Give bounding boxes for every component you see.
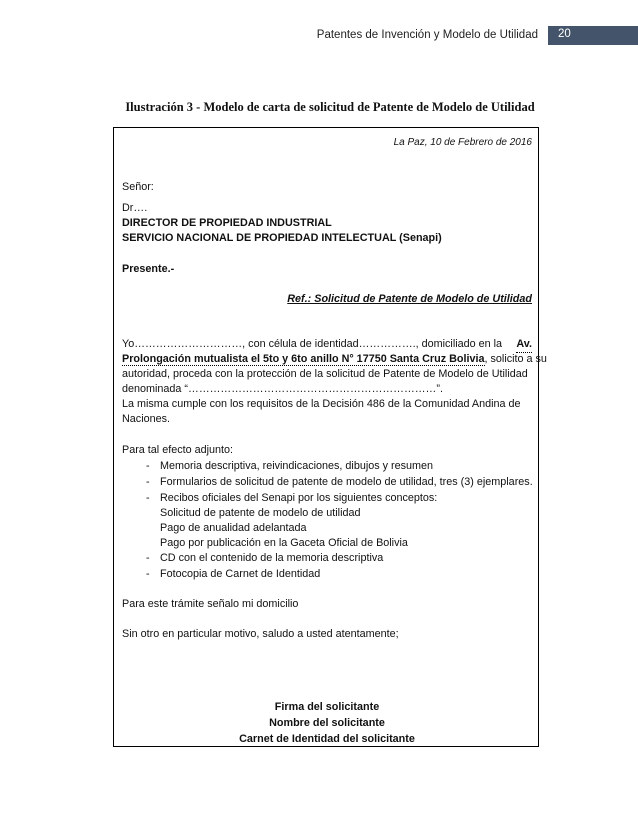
- attachment-item: CD con el contenido de la memoria descriptiva: [160, 552, 384, 564]
- body2-line-2: Naciones.: [122, 413, 171, 425]
- body-line-1: [122, 337, 532, 352]
- body-line-2-rest: , solicito a su: [484, 353, 547, 365]
- list-dash: -: [146, 460, 150, 472]
- address: Prolongación mutualista el 5to y 6to anillo N° 17750 Santa Cruz Bolivia: [122, 353, 485, 365]
- place-date: La Paz, 10 de Febrero de 2016: [393, 137, 532, 148]
- list-dash: -: [146, 492, 150, 504]
- attachment-item: Formularios de solicitud de patente de modelo de utilidad, tres (3) ejemplares.: [160, 476, 533, 488]
- body2-line-1: La misma cumple con los requisitos de la Decisión 486 de la Comunidad Andina de: [122, 398, 521, 410]
- recipient-title: DIRECTOR DE PROPIEDAD INDUSTRIAL: [122, 217, 332, 229]
- running-header-title: Patentes de Invención y Modelo de Utilidad: [316, 29, 538, 41]
- recipient-org: SERVICIO NACIONAL DE PROPIEDAD INTELECTUAL (Senapi): [122, 232, 442, 244]
- domicile-line: Para este trámite señalo mi domicilio: [122, 598, 299, 610]
- header-rule: [548, 43, 638, 45]
- list-dash: -: [146, 476, 150, 488]
- presente: Presente.-: [122, 263, 175, 275]
- recipient-name: Dr….: [122, 202, 148, 214]
- salutation: Señor:: [122, 181, 154, 193]
- attachment-item: Fotocopia de Carnet de Identidad: [160, 568, 321, 580]
- attach-intro: Para tal efecto adjunto:: [122, 444, 234, 456]
- sub-item: Solicitud de patente de modelo de utilidad: [160, 507, 361, 519]
- attachment-item: Recibos oficiales del Senapi por los siguientes conceptos:: [160, 492, 438, 504]
- sub-item: Pago por publicación en la Gaceta Oficial de Bolivia: [160, 537, 408, 549]
- list-dash: -: [146, 568, 150, 580]
- attachment-item: Memoria descriptiva, reivindicaciones, dibujos y resumen: [160, 460, 434, 472]
- signature-line: Firma del solicitante: [274, 701, 380, 713]
- list-dash: -: [146, 552, 150, 564]
- figure-caption: Ilustración 3 - Modelo de carta de solicitud de Patente de Modelo de Utilidad: [125, 100, 535, 114]
- sub-item: Pago de anualidad adelantada: [160, 522, 307, 534]
- body-line-1-text: Yo…………………………, con célula de identidad……………., domiciliado en la: [122, 338, 503, 350]
- page-number: 20: [548, 26, 638, 43]
- signature-line: Carnet de Identidad del solicitante: [239, 733, 415, 745]
- body-line-3: autoridad, proceda con la protección de la solicitud de Patente de Modelo de Utilidad: [122, 368, 528, 380]
- body-line-2: [122, 352, 547, 367]
- signature-line: Nombre del solicitante: [269, 717, 385, 729]
- body-line-1-av: Av.: [516, 337, 532, 353]
- closing-line: Sin otro en particular motivo, saludo a usted atentamente;: [122, 628, 399, 640]
- reference-line: Ref.: Solicitud de Patente de Modelo de Utilidad: [287, 293, 532, 305]
- body-line-4: denominada “……………………………………………………………”.: [122, 383, 443, 395]
